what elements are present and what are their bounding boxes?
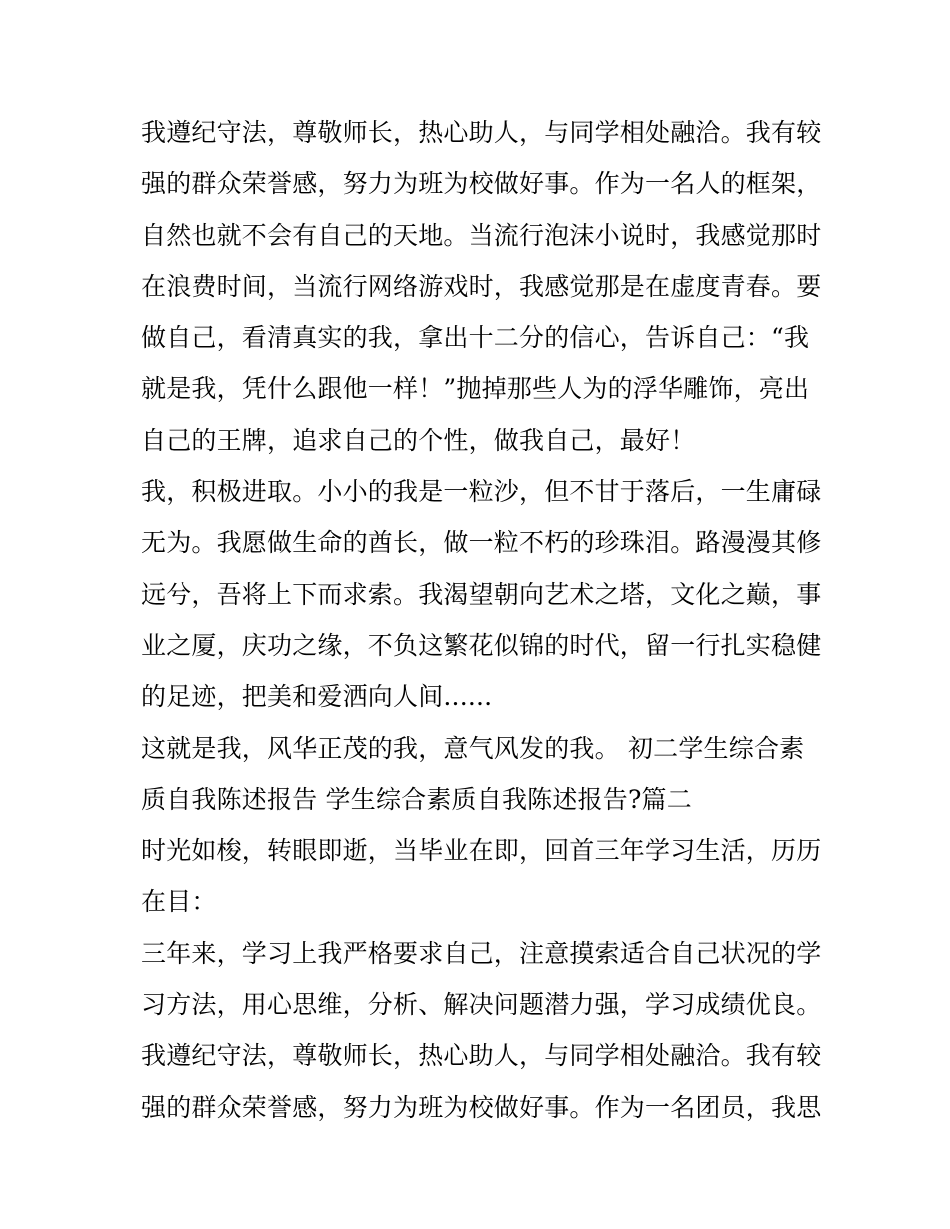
text-line: 时光如梭，转眼即逝，当毕业在即，回首三年学习生活，历历 <box>141 836 822 866</box>
text-line: 这就是我，风华正茂的我，意气风发的我。 初二学生综合素 <box>141 733 805 763</box>
text-line: 自然也就不会有自己的天地。当流行泡沫小说时，我感觉那时 <box>141 220 822 250</box>
text-line: 我遵纪守法，尊敬师长，热心助人，与同学相处融洽。我有较 <box>141 118 822 147</box>
text-line: 的足迹，把美和爱洒向人间...... <box>141 682 493 712</box>
text-line: 我遵纪守法，尊敬师长，热心助人，与同学相处融洽。我有较 <box>141 1041 822 1071</box>
text-line: 三年来，学习上我严格要求自己，注意摸索适合自己状况的学 <box>141 938 822 968</box>
text-line: 在目： <box>141 887 217 917</box>
text-line: 习方法，用心思维，分析、解决问题潜力强，学习成绩优良。 <box>141 990 822 1020</box>
text-line: 强的群众荣誉感，努力为班为校做好事。作为一名团员，我思 <box>141 1092 822 1122</box>
text-line: 自己的王牌，追求自己的个性，做我自己，最好！ <box>141 425 696 455</box>
text-line: 强的群众荣誉感，努力为班为校做好事。作为一名人的框架， <box>141 169 822 199</box>
text-line: 业之厦，庆功之缘，不负这繁花似锦的时代，留一行扎实稳健 <box>141 630 822 660</box>
text-line: 无为。我愿做生命的酋长，做一粒不朽的珍珠泪。路漫漫其修 <box>141 528 822 558</box>
text-line: 我，积极进取。小小的我是一粒沙，但不甘于落后，一生庸碌 <box>141 477 822 507</box>
text-line: 在浪费时间，当流行网络游戏时，我感觉那是在虚度青春。要 <box>141 271 822 301</box>
text-line: 做自己，看清真实的我，拿出十二分的信心，告诉自己：“我 <box>141 323 810 353</box>
text-line: 远兮，吾将上下而求索。我渴望朝向艺术之塔，文化之巅，事 <box>141 579 822 609</box>
text-line: 就是我，凭什么跟他一样！”抛掉那些人为的浮华雕饰，亮出 <box>141 374 810 404</box>
text-line: 质自我陈述报告 学生综合素质自我陈述报告?篇二 <box>141 784 692 814</box>
body-text <box>141 107 821 1133</box>
